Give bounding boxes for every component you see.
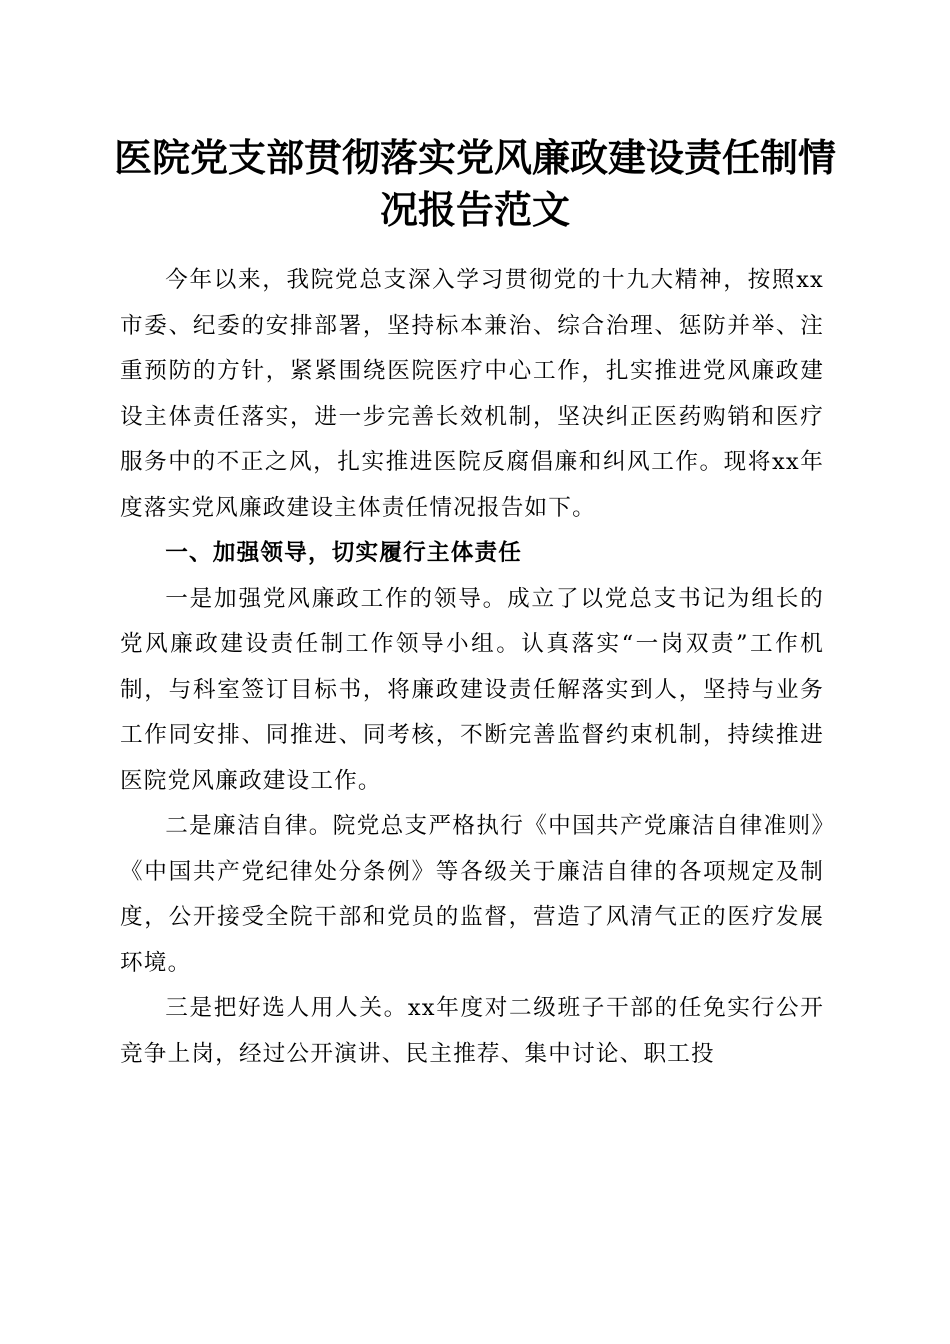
document-title: 医院党支部贯彻落实党风廉政建设责任制情况报告范文 (113, 135, 836, 232)
paragraph-2 (120, 804, 824, 986)
intro-paragraph: 今年以来，我院党总支深入学习贯彻党的十九大精神，按照xx市委、纪委的安排部署，坚持标本兼治、综合治理、惩防并举、注重预防的方针，紧紧围绕医院医疗中心工作，扎实推进党风廉政建设主体责任落实，进一步完善长效机制，坚决纠正医药购销和医疗服务中的不正之风，扎实推进医院反腐倡廉和纠风工作。现将xx年度落实党风廉政建设主体责任情况报告如下。 (120, 267, 824, 521)
paragraph-2-text: 院党总支严格执行《中国共产党廉洁自律准则》《中国共产党纪律处分条例》等各级关于廉洁自律的各项规定及制度，公开接受全院干部和党员的监督，营造了风清气正的医疗发展环境。 (120, 813, 824, 976)
document-body (120, 258, 824, 1077)
paragraph-1-text: 成立了以党总支书记为组长的党风廉政建设责任制工作领导小组。认真落实“一岗双责”工作机制，与科室签订目标书，将廉政建设责任解落实到人，坚持与业务工作同安排、同推进、同考核，不断完善监督约束机制，持续推进医院党风廉政建设工作。 (120, 585, 824, 794)
paragraph-3-text: xx年度对二级班子干部的任免实行公开竞争上岗，经过公开演讲、民主推荐、集中讨论、职工投 (120, 995, 825, 1067)
paragraph-3 (120, 986, 824, 1077)
paragraph-1 (120, 577, 824, 805)
section-heading: 一、加强领导，切实履行主体责任 (165, 540, 523, 566)
paragraph-3-lead: 三是把好选人用人关。 (165, 995, 408, 1021)
paragraph-2-lead: 二是廉洁自律。 (165, 813, 333, 839)
paragraph-1-lead: 一是加强党风廉政工作的领导。 (165, 585, 508, 612)
